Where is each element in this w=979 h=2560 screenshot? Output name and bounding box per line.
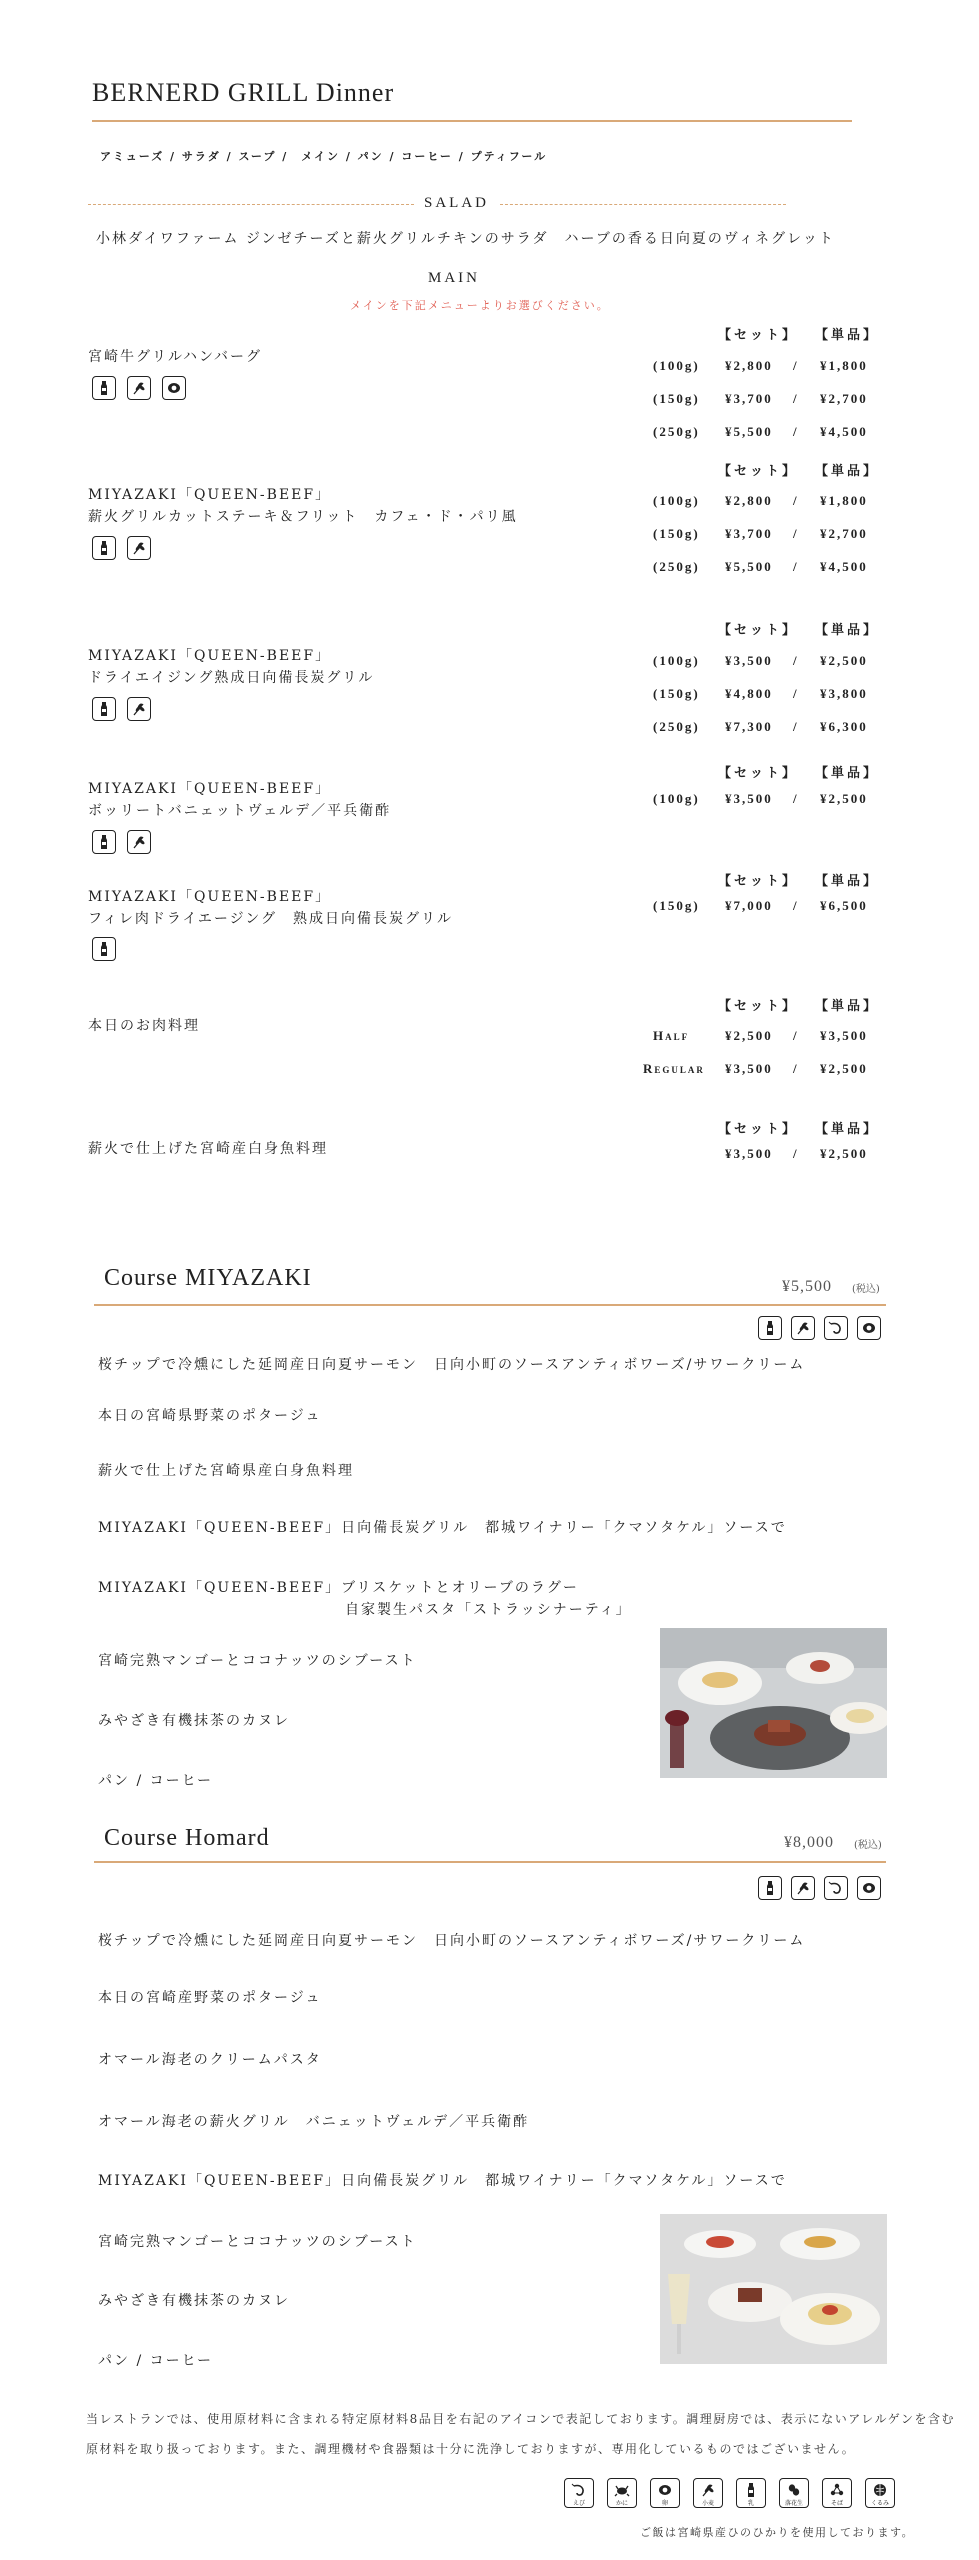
single-price-value: ¥3,800 xyxy=(820,686,868,701)
price-separator: / xyxy=(793,686,799,701)
single-price-value: ¥2,500 xyxy=(820,653,868,668)
wheat-allergen-icon xyxy=(127,830,151,854)
milk-allergen-icon xyxy=(758,1876,782,1900)
course-miyazaki-photo xyxy=(660,1628,887,1778)
course-item: 本日の宮崎産野菜のポタージュ xyxy=(98,1990,322,2006)
course-flow-nav: アミューズ / サラダ / スープ / メイン / パン / コーヒー / プティフール xyxy=(100,150,548,163)
set-price-value: ¥3,500 xyxy=(725,1146,773,1161)
course-homard-price: ¥8,000 xyxy=(784,1834,834,1851)
set-price-value: ¥2,800 xyxy=(725,493,773,508)
price-separator: / xyxy=(793,1028,799,1043)
price-size-label: (250g) xyxy=(653,424,700,439)
set-price-header: 【セット】 xyxy=(718,998,799,1013)
wheat-legend-icon xyxy=(693,2478,723,2508)
price-size-label: (100g) xyxy=(653,358,700,373)
price-size-label: (100g) xyxy=(653,791,700,806)
main-item-name: 本日のお肉料理 xyxy=(88,1018,200,1034)
milk-allergen-icon xyxy=(92,697,116,721)
price-size-label: (250g) xyxy=(653,719,700,734)
allergen-notice-line1: 当レストランでは、使用原材料に含まれる特定原材料8品目を右記のアイコンで表記しております。調理厨房では、表示にないアレルゲンを含む xyxy=(86,2412,956,2426)
single-price-value: ¥3,500 xyxy=(820,1028,868,1043)
allergen-notice-line2: 原材料を取り扱っております。また、調理機材や食器類は十分に洗浄しておりますが、専用化しているものではございません。 xyxy=(86,2442,856,2456)
allergen-legend-label: くるみ xyxy=(870,2500,889,2507)
wheat-allergen-icon xyxy=(127,536,151,560)
price-size-label: (100g) xyxy=(653,493,700,508)
course-item: 薪火で仕上げた宮崎県産白身魚料理 xyxy=(98,1463,354,1479)
course-item: MIYAZAKI「QUEEN-BEEF」日向備長炭グリル 都城ワイナリー「クマソタケル」ソースで xyxy=(98,2173,787,2189)
title-underline xyxy=(92,120,852,122)
set-price-value: ¥3,700 xyxy=(725,526,773,541)
course-homard-tax: (税込) xyxy=(854,1840,882,1851)
milk-allergen-icon xyxy=(758,1316,782,1340)
set-price-header: 【セット】 xyxy=(718,1121,799,1136)
set-price-value: ¥3,500 xyxy=(725,653,773,668)
main-item-name: MIYAZAKI「QUEEN-BEEF」 xyxy=(88,487,332,503)
course-item: 桜チップで冷燻にした延岡産日向夏サーモン 日向小町のソースアンティボワーズ/サワークリーム xyxy=(98,1357,806,1373)
shrimp-allergen-icon xyxy=(824,1316,848,1340)
course-item: 桜チップで冷燻にした延岡産日向夏サーモン 日向小町のソースアンティボワーズ/サワークリーム xyxy=(98,1933,806,1949)
set-price-header: 【セット】 xyxy=(718,463,799,478)
course-item: オマール海老の薪火グリル バニェットヴェルデ／平兵衛酢 xyxy=(98,2114,530,2130)
single-price-value: ¥1,800 xyxy=(820,493,868,508)
course-item: パン / コーヒー xyxy=(98,2353,214,2369)
single-price-value: ¥2,500 xyxy=(820,1146,868,1161)
set-price-header: 【セット】 xyxy=(718,873,799,888)
rice-note: ご飯は宮崎県産ひのひかりを使用しております。 xyxy=(640,2526,915,2539)
single-price-value: ¥4,500 xyxy=(820,424,868,439)
course-homard-photo xyxy=(660,2214,887,2364)
single-price-header: 【単品】 xyxy=(815,1121,880,1136)
main-item-name: 宮崎牛グリルハンバーグ xyxy=(88,349,263,365)
main-item-name: MIYAZAKI「QUEEN-BEEF」 xyxy=(88,648,332,664)
price-separator: / xyxy=(793,653,799,668)
price-separator: / xyxy=(793,391,799,406)
set-price-value: ¥7,300 xyxy=(725,719,773,734)
single-price-value: ¥6,300 xyxy=(820,719,868,734)
main-item-name: 薪火で仕上げた宮崎産白身魚料理 xyxy=(88,1141,328,1157)
price-separator: / xyxy=(793,791,799,806)
egg-allergen-icon xyxy=(162,376,186,400)
egg-allergen-icon xyxy=(857,1316,881,1340)
course-homard-title: Course Homard xyxy=(104,1825,270,1851)
course-miyazaki-underline xyxy=(94,1304,886,1306)
price-size-label: (150g) xyxy=(653,526,700,541)
course-item: みやざき有機抹茶のカヌレ xyxy=(98,1713,290,1729)
course-item: みやざき有機抹茶のカヌレ xyxy=(98,2293,290,2309)
allergen-legend-label: かに xyxy=(615,2500,628,2507)
main-item-subname: 薪火グリルカットステーキ＆フリット カフェ・ド・パリ風 xyxy=(88,509,518,525)
main-item-name: MIYAZAKI「QUEEN-BEEF」 xyxy=(88,781,332,797)
page-title: BERNERD GRILL Dinner xyxy=(92,78,395,107)
walnut-legend-icon xyxy=(865,2478,895,2508)
single-price-header: 【単品】 xyxy=(815,998,880,1013)
main-item-subname: ドライエイジング熟成日向備長炭グリル xyxy=(88,670,375,686)
main-item-subname: フィレ肉ドライエージング 熟成日向備長炭グリル xyxy=(88,911,453,927)
soba-legend-icon xyxy=(822,2478,852,2508)
price-separator: / xyxy=(793,424,799,439)
set-price-header: 【セット】 xyxy=(718,765,799,780)
single-price-header: 【単品】 xyxy=(815,873,880,888)
allergen-legend-label: えび xyxy=(572,2500,585,2507)
salad-heading: SALAD xyxy=(424,195,490,211)
price-separator: / xyxy=(793,1146,799,1161)
course-item: MIYAZAKI「QUEEN-BEEF」日向備長炭グリル 都城ワイナリー「クマソタケル」ソースで xyxy=(98,1520,787,1536)
main-item-name: MIYAZAKI「QUEEN-BEEF」 xyxy=(88,889,332,905)
set-price-value: ¥5,500 xyxy=(725,559,773,574)
allergen-legend-label: 落花生 xyxy=(784,2500,803,2507)
price-separator: / xyxy=(793,719,799,734)
course-item: パン / コーヒー xyxy=(98,1773,214,1789)
milk-allergen-icon xyxy=(92,376,116,400)
course-item: オマール海老のクリームパスタ xyxy=(98,2052,322,2068)
set-price-value: ¥3,500 xyxy=(725,791,773,806)
milk-allergen-icon xyxy=(92,830,116,854)
single-price-header: 【単品】 xyxy=(815,327,880,342)
peanut-legend-icon xyxy=(779,2478,809,2508)
set-price-header: 【セット】 xyxy=(718,622,799,637)
set-price-value: ¥3,700 xyxy=(725,391,773,406)
allergen-legend-label: 小麦 xyxy=(701,2500,714,2507)
price-size-label: (100g) xyxy=(653,653,700,668)
price-separator: / xyxy=(793,358,799,373)
egg-legend-icon xyxy=(650,2478,680,2508)
set-price-value: ¥2,800 xyxy=(725,358,773,373)
shrimp-legend-icon xyxy=(564,2478,594,2508)
price-separator: / xyxy=(793,493,799,508)
set-price-value: ¥2,500 xyxy=(725,1028,773,1043)
wheat-allergen-icon xyxy=(127,376,151,400)
allergen-legend-label: そば xyxy=(830,2500,843,2507)
single-price-value: ¥4,500 xyxy=(820,559,868,574)
single-price-value: ¥2,700 xyxy=(820,391,868,406)
single-price-value: ¥2,500 xyxy=(820,791,868,806)
price-separator: / xyxy=(793,526,799,541)
single-price-header: 【単品】 xyxy=(815,765,880,780)
milk-allergen-icon xyxy=(92,536,116,560)
single-price-value: ¥2,500 xyxy=(820,1061,868,1076)
course-miyazaki-title: Course MIYAZAKI xyxy=(104,1265,312,1291)
milk-legend-icon xyxy=(736,2478,766,2508)
course-miyazaki-price: ¥5,500 xyxy=(782,1278,832,1295)
shrimp-allergen-icon xyxy=(824,1876,848,1900)
course-miyazaki-tax: (税込) xyxy=(852,1284,880,1295)
course-item: 自家製生パスタ「ストラッシナーティ」 xyxy=(345,1602,632,1618)
set-price-value: ¥7,000 xyxy=(725,898,773,913)
course-item: 宮崎完熟マンゴーとココナッツのシブースト xyxy=(98,2234,417,2250)
single-price-header: 【単品】 xyxy=(815,622,880,637)
allergen-legend-label: 卵 xyxy=(661,2500,668,2507)
price-separator: / xyxy=(793,1061,799,1076)
main-heading: MAIN xyxy=(428,270,480,286)
wheat-allergen-icon xyxy=(791,1316,815,1340)
single-price-header: 【単品】 xyxy=(815,463,880,478)
price-separator: / xyxy=(793,559,799,574)
main-item-subname: ボッリートバニェットヴェルデ／平兵衛酢 xyxy=(88,803,392,819)
price-size-label: Regular xyxy=(643,1061,705,1076)
wheat-allergen-icon xyxy=(791,1876,815,1900)
crab-legend-icon xyxy=(607,2478,637,2508)
course-item: 本日の宮崎県野菜のポタージュ xyxy=(98,1408,322,1424)
main-note: メインを下記メニューよりお選びください。 xyxy=(350,299,610,312)
price-size-label: (150g) xyxy=(653,686,700,701)
wheat-allergen-icon xyxy=(127,697,151,721)
course-homard-underline xyxy=(94,1861,886,1863)
single-price-value: ¥2,700 xyxy=(820,526,868,541)
set-price-header: 【セット】 xyxy=(718,327,799,342)
salad-divider-right xyxy=(500,204,786,205)
course-item: MIYAZAKI「QUEEN-BEEF」ブリスケットとオリーブのラグー xyxy=(98,1580,579,1596)
single-price-value: ¥6,500 xyxy=(820,898,868,913)
course-item: 宮崎完熟マンゴーとココナッツのシブースト xyxy=(98,1653,417,1669)
single-price-value: ¥1,800 xyxy=(820,358,868,373)
egg-allergen-icon xyxy=(857,1876,881,1900)
allergen-legend-label: 乳 xyxy=(747,2500,754,2507)
price-size-label: (250g) xyxy=(653,559,700,574)
set-price-value: ¥3,500 xyxy=(725,1061,773,1076)
set-price-value: ¥4,800 xyxy=(725,686,773,701)
price-separator: / xyxy=(793,898,799,913)
milk-allergen-icon xyxy=(92,937,116,961)
price-size-label: (150g) xyxy=(653,391,700,406)
salad-item: 小林ダイワファーム ジンゼチーズと薪火グリルチキンのサラダ ハーブの香る日向夏のヴィネグレット xyxy=(96,231,835,247)
price-size-label: Half xyxy=(653,1028,690,1043)
price-size-label: (150g) xyxy=(653,898,700,913)
salad-divider-left xyxy=(88,204,414,205)
set-price-value: ¥5,500 xyxy=(725,424,773,439)
